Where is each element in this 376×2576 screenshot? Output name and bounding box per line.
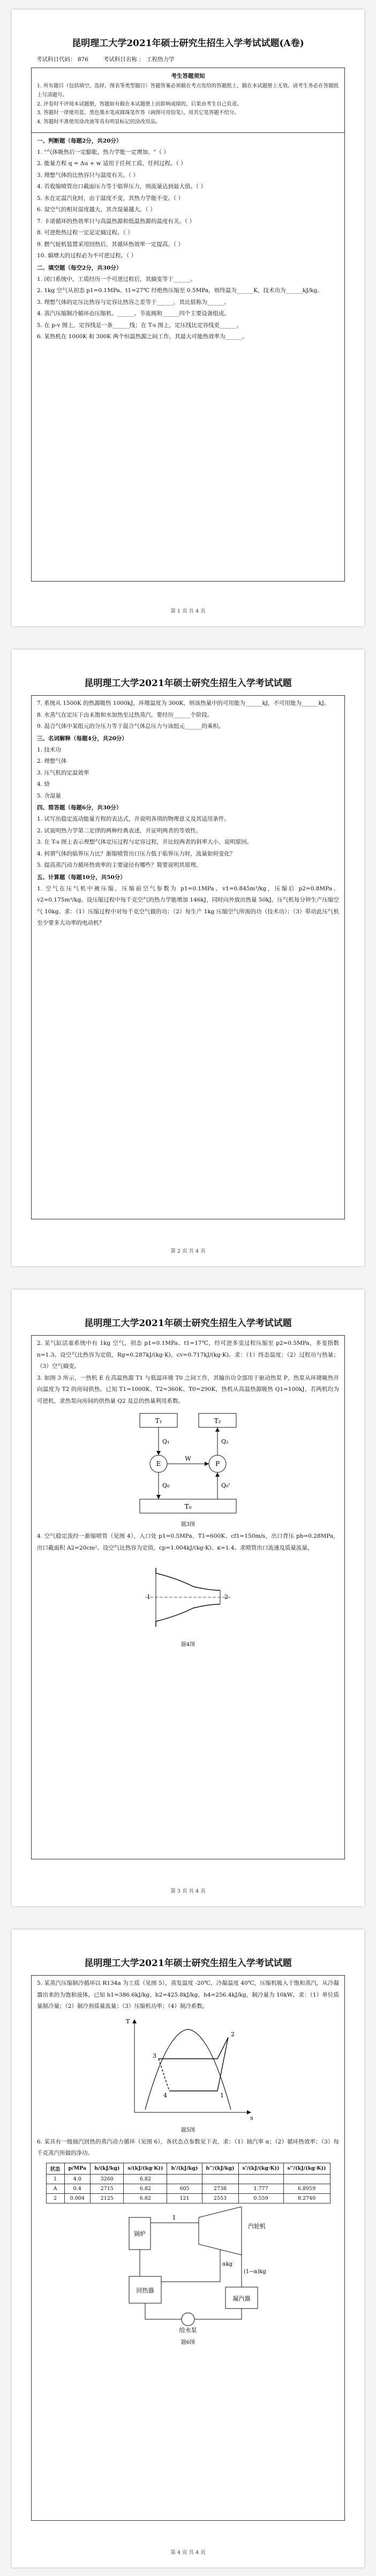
table-cell — [283, 2174, 330, 2184]
question-item: 10. 熵增大的过程必为不可逆过程。（ ） — [37, 252, 137, 259]
table-header: s''/(kJ/(kg·K)) — [283, 2163, 330, 2174]
engine-label: E — [156, 1460, 161, 1468]
work-label: W — [185, 1455, 191, 1463]
turbine-label: 汽轮机 — [248, 2222, 266, 2230]
state-4-label: 4 — [163, 2091, 167, 2099]
q1-arrowhead — [156, 1451, 161, 1455]
question-item: 2. 理想气体 — [37, 758, 67, 765]
table-cell — [238, 2174, 283, 2184]
table-header: h'/(kJ/kg) — [167, 2163, 202, 2174]
q2-label: Q₂ — [221, 1438, 229, 1446]
q0-label: Q₀ — [162, 1482, 170, 1490]
T-axis-label: T — [126, 2017, 130, 2025]
page-1-content — [31, 31, 345, 594]
figure-5-caption: 题5图 — [181, 2127, 195, 2133]
state-3-label: 3 — [153, 2052, 156, 2059]
table-cell: 2553 — [202, 2193, 238, 2203]
question-item: 1. 空气在压气机中被压缩，压缩前空气参数为 p1=0.1MPa、v1=0.845m³/kg，压缩后 p2=0.8MPa、v2=0.175m³/kg。设压缩过程中每千克空气的热力学能增加 146kJ，同时向外放出热量 50kJ。压气机每分钟生产压缩空气 10kg。求：（1）压缩过程中对每千克空气做的功；（2）每生产 1kg 压缩空气所需的功（技术功）；（3）带动此压气机至少要多大功率的电动机？ — [37, 885, 339, 927]
question-item: 4. 蒸汽压缩制冷循环由压缩机、______、节流阀和______四个主要设备组成。 — [37, 310, 230, 317]
figure-3-heat-engine-heat-pump — [129, 1410, 247, 1517]
figure-3-caption: 题3图 — [181, 1522, 195, 1528]
table-cell: 6.82 — [124, 2193, 167, 2203]
state-1-tag: 1 — [172, 2214, 176, 2221]
table-cell: 1 — [46, 2174, 64, 2184]
turbine-shape — [199, 2207, 242, 2255]
condensing-line — [159, 2037, 228, 2059]
figure-6-caption: 题6图 — [181, 2339, 195, 2346]
question-item: 1. 试写出稳定流动能量方程的表达式，并说明各项的物理意义及其适用条件。 — [37, 816, 230, 823]
section-heading: 四、简答题（每题6分，共30分） — [37, 805, 122, 811]
question-item: 5. 在 p-v 图上，定容线是一条______线；在 T-s 图上，定压线比定容线更______。 — [37, 322, 242, 329]
table-header: p/MPa — [64, 2163, 91, 2174]
notice-title: 考生答题须知 — [171, 73, 205, 79]
condensate-line — [194, 2309, 242, 2319]
question-item: 6. 湿空气的相对湿度越大，其含湿量越大。（ ） — [37, 206, 156, 213]
exam-meta — [36, 55, 345, 63]
table-cell: 605 — [167, 2184, 202, 2193]
questions-frame-page-3 — [31, 1335, 345, 1859]
exam-page-3 — [12, 1290, 364, 1906]
question-item: 4. 焓 — [37, 781, 50, 788]
question-item: 9. 混合气体中某组元的分压力等于混合气体总压力与该组元______的乘积。 — [37, 723, 224, 730]
table-row — [46, 2174, 330, 2184]
question-item: 6. 某热机在 1000K 和 300K 两个恒温热源之间工作，其最大可能热效率为______。 — [37, 333, 248, 340]
reservoir-T1-label: T₁ — [155, 1417, 162, 1425]
table-cell: 6.8959 — [283, 2184, 330, 2193]
state-1-label: 1 — [220, 2091, 224, 2099]
table-cell: 0.559 — [238, 2193, 283, 2203]
table-header-row — [46, 2163, 330, 2174]
page-footer: 第 2 页 共 4 页 — [170, 1248, 206, 1254]
table-cell: 0.4 — [64, 2184, 91, 2193]
exam-page-2 — [12, 650, 364, 1266]
figure-5-T-s-diagram — [118, 2016, 258, 2123]
exhaust-flow: (1−α)kg — [244, 2268, 266, 2275]
exit-label: 2 — [224, 1594, 228, 1601]
state-2-label: 2 — [231, 2030, 235, 2038]
questions-frame-page-2 — [31, 695, 345, 1219]
q1-label: Q₁ — [162, 1438, 170, 1446]
question-item: 4. 若收缩喷管出口截面压力等于临界压力，则流量达到最大值。（ ） — [37, 183, 206, 190]
heat-pump-label: P — [215, 1460, 220, 1468]
section-heading: 三、名词解释（每题4分，共20分） — [37, 735, 127, 742]
q0-arrowhead — [156, 1495, 161, 1499]
pump-to-heater-line — [145, 2303, 182, 2319]
questions-frame-page-4 — [31, 1975, 345, 2521]
question-item: 5. 含湿量 — [37, 792, 61, 799]
exam-page-1 — [12, 10, 364, 626]
figure-4-convergent-nozzle — [134, 1557, 242, 1637]
exam-title: 昆明理工大学2021年硕士研究生招生入学考试试题(A卷) — [72, 38, 304, 49]
nozzle-lower-wall — [156, 1604, 220, 1627]
table-cell: 0.004 — [64, 2193, 91, 2203]
boiler-label: 锅炉 — [134, 2230, 146, 2237]
exam-title: 昆明理工大学2021年硕士研究生招生入学考试试题 — [84, 678, 292, 689]
question-item: 5. 提高蒸汽动力循环热效率的主要途径有哪些？简要说明其原理。 — [37, 862, 202, 869]
notice-item: 3. 答题时一律使用蓝、黑色墨水笔或圆珠笔作答（画图可用铅笔），用其它笔答题不给分。 — [37, 110, 239, 116]
notice-box — [31, 68, 345, 133]
table-cell: 8.2740 — [283, 2193, 330, 2203]
throttling-line — [159, 2059, 169, 2091]
s-axis-arrow — [247, 2110, 251, 2115]
table-cell: 4.0 — [64, 2174, 91, 2184]
environment-T0-label: T₀ — [184, 1503, 192, 1511]
subject-name: 考试科目名称 ： 工程热力学 — [103, 56, 175, 63]
page-4-content — [31, 1951, 345, 2535]
reservoir-T2-label: T₂ — [214, 1417, 221, 1425]
table-header: h/(kJ/kg) — [91, 2163, 124, 2174]
condenser-label: 凝汽器 — [232, 2295, 251, 2302]
question-item: 3. 如图 3 所示，一热机 E 在高温热源 T1 与低温环境 T0 之间工作，其输出功全部用于驱动热泵 P，热泵从环境吸热并向温度为 T2 的房间供热。已知 T1=1000K、T2=360K、T0=290K，热机从高温热源吸热 Q1=100kJ，若两机均为可逆机，求热泵向房间的供热量 Q2 及总的热量利用系数。 — [37, 1374, 339, 1404]
table-row — [46, 2184, 330, 2193]
question-item: 1. 闭口系统中，工质经历一个可逆过程后，其熵变等于______。 — [37, 276, 196, 282]
table-header: s/(kJ/(kg·K)) — [124, 2163, 167, 2174]
figure-4-caption: 题4图 — [181, 1642, 195, 1648]
table-cell: 1.777 — [238, 2184, 283, 2193]
exam-title: 昆明理工大学2021年硕士研究生招生入学考试试题 — [84, 1958, 292, 1969]
steam-properties-table — [46, 2163, 330, 2203]
question-item: 5. 某蒸汽压缩制冷循环以 R134a 为工质（见图 5），蒸发温度 -20℃，冷凝温度 40℃，压缩机吸入干饱和蒸汽，从冷凝器出来的为饱和液体。已知 h1=386.6kJ/kg、h2=425.8kJ/kg、h4=256.4kJ/kg，制冷量为 10kW。求：（1）单位质量制冷量；（2）制冷剂质量流量；（3）压缩机功率；（4）制冷系数。 — [37, 1980, 339, 2010]
question-item: 7. 卡诺循环的热效率只与高温热源和低温热源的温度有关。（ ） — [37, 218, 195, 225]
question-item: 8. 水蒸气在定压下由未饱和水加热至过热蒸汽，要经历______个阶段。 — [37, 711, 213, 718]
table-cell: 2715 — [91, 2184, 124, 2193]
table-cell — [202, 2174, 238, 2184]
table-header: s'/(kJ/(kg·K)) — [238, 2163, 283, 2174]
table-cell: A — [46, 2184, 64, 2193]
question-item: 8. 可逆绝热过程一定是定熵过程。（ ） — [37, 229, 133, 236]
subject-code: 考试科目代码： 876 — [36, 56, 88, 63]
questions-frame-page-1 — [31, 133, 345, 582]
table-cell: 2125 — [91, 2193, 124, 2203]
T-axis-arrow — [132, 2019, 137, 2023]
table-cell: 2738 — [202, 2184, 238, 2193]
question-item: 4. 空气稳定流经一渐缩喷管（见图 4），入口处 p1=0.5MPa、T1=600K、cf1=150m/s，出口背压 pb=0.28MPa，出口截面积 A2=20cm²。设空气比热容为定值，cp=1.004kJ/(kg·K)、κ=1.4。求喷管出口流速及质量流量。 — [37, 1533, 339, 1551]
table-cell: 6.82 — [124, 2174, 167, 2184]
page-footer: 第 3 页 共 4 页 — [170, 1888, 206, 1894]
question-item: 2. 1kg 空气从初态 p1=0.1MPa、t1=27℃ 经绝热压缩至 0.5MPa，则终温为______K，技术功为______kJ/kg。 — [37, 287, 323, 294]
table-cell: 121 — [167, 2193, 202, 2203]
table-cell — [167, 2174, 202, 2184]
question-item: 2. 试说明热力学第二定律的两种经典表述，并证明两者的等效性。 — [37, 827, 202, 834]
figure-6-regenerative-cycle — [108, 2207, 268, 2335]
question-item: 3. 压气机的定温效率 — [37, 769, 89, 776]
s-axis-label: s — [250, 2114, 253, 2121]
inlet-label: 1 — [147, 1594, 151, 1601]
question-item: 2. 某气缸活塞系统中有 1kg 空气，初态 p1=0.1MPa、t1=17℃，经可逆多变过程压缩至 p2=0.5MPa，多变指数 n=1.3。设空气比热容为定值，Rg=0.287kJ/(kg·K)，cv=0.717kJ/(kg·K)。求：（1）终态温度；（2）过程功与热量；（3）空气熵变。 — [37, 1340, 339, 1370]
question-item: 3. 理想气体的定压比热容与定容比热容之差等于______，其比值称为______。 — [37, 299, 230, 306]
page-3-content — [31, 1311, 345, 1874]
heater-label: 回热器 — [136, 2287, 154, 2294]
question-item: 4. 何谓气体的临界压力比？渐缩喷管出口压力低于临界压力时，流量如何变化？ — [37, 850, 236, 857]
section-heading: 二、填空题（每空2分，共30分） — [37, 264, 122, 271]
table-cell: 2 — [46, 2193, 64, 2203]
q0b-label: Q₀' — [221, 1482, 230, 1490]
work-arrowhead — [205, 1462, 209, 1466]
section-heading: 五、计算题（每题10分，共50分） — [37, 874, 126, 881]
section-heading: 一、判断题（每题2分，共20分） — [37, 137, 122, 144]
pump-label: 给水泵 — [179, 2326, 197, 2334]
notice-item: 2. 评卷时不评阅本试题册，答题如有做在本试题册上而影响成绩的，后果由考生自己负责。 — [37, 101, 242, 107]
table-row — [46, 2193, 330, 2203]
page-footer: 第 4 页 共 4 页 — [170, 2550, 206, 2556]
page-footer: 第 1 页 共 4 页 — [170, 608, 206, 614]
extraction-to-heater — [161, 2276, 220, 2282]
question-item: 6. 某具有一级抽汽回热的蒸汽动力循环（见图 6），各状态点参数见下表，求：（1）抽汽率 α；（2）循环热效率；（3）每千克蒸汽所做的净功。 — [37, 2138, 339, 2157]
q0b-arrowhead — [215, 1472, 220, 1477]
nozzle-upper-wall — [156, 1568, 220, 1590]
table-cell: 3260 — [91, 2174, 124, 2184]
question-item: 1. 技术功 — [37, 746, 61, 753]
question-item: 7. 系统从 1500K 的热源吸热 1000kJ，环境温度为 300K，则该热量中的可用能为______kJ，不可用能为______kJ。 — [37, 700, 330, 706]
q2-arrowhead — [215, 1427, 220, 1432]
question-item: 3. 理想气体的比热容只与温度有关。（ ） — [37, 172, 139, 178]
notice-item: 1. 所有题目（包括填空、选择、图表等类型题目）答题答案必须做在考点发给的答题纸上，做在本试题册上无效。请考生务必在答题纸上写清题号。 — [37, 83, 339, 98]
question-item: 9. 燃气轮机装置采用回热后，其循环热效率一定提高。（ ） — [37, 241, 184, 248]
question-item: 3. 在 T-s 图上表示理想气体定压过程与定容过程，并比较两者的斜率大小，说明原因。 — [37, 839, 253, 846]
notice-item: 4. 答题时不准使用涂改液等具有明显标记的涂改用品。 — [37, 118, 161, 125]
question-item: 5. 水在定温汽化时，由于温度不变，其热力学能不变。（ ） — [37, 195, 184, 202]
page-2-content — [31, 671, 345, 1234]
saturation-dome — [145, 2029, 231, 2110]
table-header: h''/(kJ/kg) — [202, 2163, 238, 2174]
table-cell: 6.82 — [124, 2184, 167, 2193]
extraction-alpha: αkg — [222, 2261, 233, 2267]
pump-circle — [182, 2313, 194, 2326]
exam-page-4 — [12, 1930, 364, 2567]
question-item: 1. "气体吸热后一定膨胀，热力学能一定增加。"（ ） — [37, 148, 169, 155]
exam-title: 昆明理工大学2021年硕士研究生招生入学考试试题 — [84, 1318, 292, 1329]
table-header: 状态 — [46, 2163, 64, 2174]
question-item: 2. 能量方程 q = Δu + w 适用于任何工质、任何过程。（ ） — [37, 160, 186, 167]
